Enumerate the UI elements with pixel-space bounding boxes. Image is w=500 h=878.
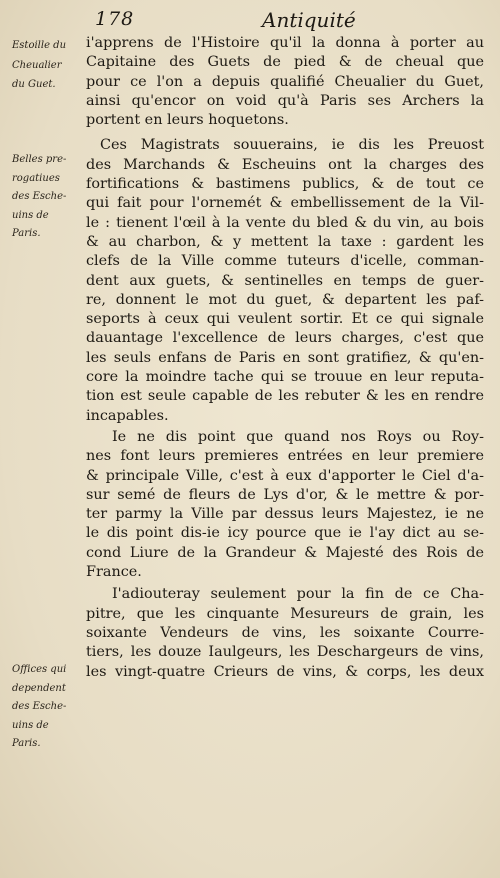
text-line: & au charbon, & y mettent la taxe : gardent les xyxy=(86,233,484,250)
margin-note-line: des Esche- xyxy=(12,191,67,202)
margin-note-line: Paris. xyxy=(12,228,41,239)
margin-note-belles xyxy=(12,154,92,241)
margin-note-line: Estoille du xyxy=(12,40,67,51)
paragraph-2 xyxy=(86,136,484,425)
text-line: fortifications & bastimens publics, & de tout ce xyxy=(86,176,484,193)
text-line: portent en leurs hoquetons. xyxy=(86,112,289,129)
margin-note-line: Cheualier xyxy=(12,59,62,71)
margin-note-line: uins de xyxy=(12,209,49,221)
margin-note-line: dependent xyxy=(12,682,66,694)
text-line: core la moindre tache qui se trouue en leur reputa- xyxy=(86,369,484,386)
margin-note-line: du Guet. xyxy=(12,79,56,90)
text-line: re, donnent le mot du guet, & departent les paf- xyxy=(86,291,484,308)
text-line: dent aux guets, & sentinelles en temps de guer- xyxy=(86,272,484,289)
text-line: & principale Ville, c'est à eux d'apporter le Ciel d'a- xyxy=(86,467,484,484)
main-text xyxy=(86,34,484,682)
margin-note-line: des Esche- xyxy=(12,701,67,712)
text-line: ter parmy la Ville par dessus leurs Majestez, ie ne xyxy=(86,506,484,523)
text-line: ainsi qu'encor on void qu'à Paris ses Archers la xyxy=(86,92,484,109)
margin-note-line: uins de xyxy=(12,719,49,731)
margin-note-line: Belles pre- xyxy=(12,154,67,165)
text-line: Ie ne dis point que quand nos Roys ou Roy- xyxy=(112,428,484,445)
text-line: clefs de la Ville comme tuteurs d'icelle, comman- xyxy=(86,253,484,270)
text-line: tiers, les douze Iaulgeurs, les Deschargeurs de vins, xyxy=(86,644,484,661)
margin-note-estoille xyxy=(12,40,92,92)
text-line: cond Liure de la Grandeur & Majesté des Rois de xyxy=(86,544,484,561)
text-line: i'apprens de l'Histoire qu'il la donna à porter au xyxy=(86,35,484,51)
text-line: Capitaine des Guets de pied & de cheual que xyxy=(86,54,484,71)
margin-note-line: Offices qui xyxy=(12,664,67,675)
text-line: qui fait pour l'ornemét & embellissement de la Vil- xyxy=(86,195,484,212)
margin-note-line: Paris. xyxy=(12,738,41,749)
margin-note-offices xyxy=(12,664,92,751)
text-line: seports à ceux qui veulent sortir. Et ce qui signale xyxy=(86,311,484,328)
paragraph-4 xyxy=(86,585,484,681)
text-line: sur semé de fleurs de Lys d'or, & le mettre & por- xyxy=(86,486,484,503)
page-header xyxy=(0,6,500,36)
text-line: Ces Magistrats souuerains, ie dis les Preuost xyxy=(100,137,484,154)
text-line: les vingt-quatre Crieurs de vins, & corps, les deux xyxy=(86,663,484,680)
text-line: I'adiouteray seulement pour la fin de ce Cha- xyxy=(112,586,484,603)
margin-note-line: rogatiues xyxy=(12,172,60,184)
text-line: des Marchands & Escheuins ont la charges des xyxy=(86,156,484,173)
paragraph-1 xyxy=(86,34,484,130)
text-line: le dis point dis-ie icy pource que ie l'ay dict au se- xyxy=(86,525,484,542)
text-line: incapables. xyxy=(86,407,169,424)
text-line: pour ce l'on a depuis qualifié Cheualier du Guet, xyxy=(86,73,484,90)
text-line: les seuls enfans de Paris en sont gratifiez, & qu'en- xyxy=(86,349,484,366)
text-line: dauantage l'excellence de leurs charges, c'est que xyxy=(86,330,484,347)
text-line: France. xyxy=(86,564,142,581)
text-line: tion est seule capable de les rebuter & les en rendre xyxy=(86,388,484,405)
text-line: pitre, que les cinquante Mesureurs de grain, les xyxy=(86,605,484,622)
page-number: 178 xyxy=(95,8,135,30)
paragraph-3 xyxy=(86,428,484,582)
running-title: Antiquité xyxy=(262,8,356,32)
text-line: soixante Vendeurs de vins, les soixante Courre- xyxy=(86,624,484,641)
text-line: nes font leurs premieres entrées en leur premiere xyxy=(86,448,484,465)
text-line: le : tienent l'œil à la vente du bled & du vin, au bois xyxy=(86,214,484,231)
